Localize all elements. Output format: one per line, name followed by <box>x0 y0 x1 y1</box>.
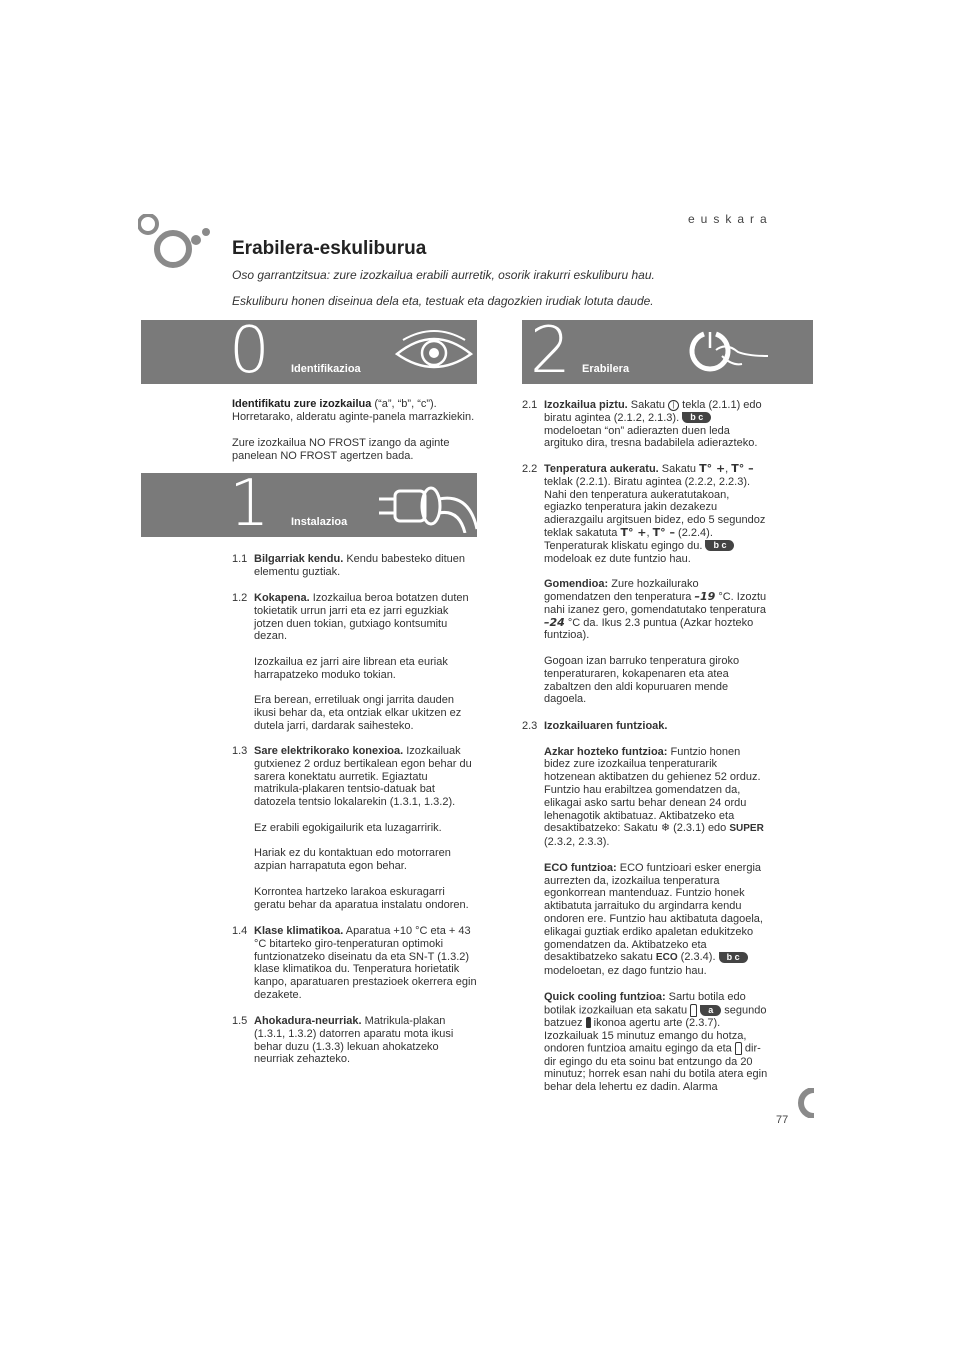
section-heading: Izozkailua piztu. <box>544 399 628 411</box>
recommendation-heading: Gomendioa: <box>544 578 609 591</box>
section-num: 2.1 <box>522 399 538 411</box>
section-num: 2.2 <box>522 463 538 475</box>
power-knob-hand-icon <box>682 326 774 380</box>
section-band-installation <box>141 467 477 541</box>
fast-freeze-heading: Azkar hozteko funtzioa: <box>544 745 668 758</box>
section-num: 1.5 <box>232 1015 248 1027</box>
section-text: °C. Izoztu nahi izanez gero, gomendatutako tenperatura <box>544 590 767 616</box>
identification-heading: Identifikatu zure izozkailua <box>232 398 372 410</box>
section-text: Sartu botila edo botilak izozkailuan eta sakatu <box>544 990 746 1016</box>
section-band-identification <box>141 314 477 388</box>
nofrost-note: Zure izozkailua NO FROST izango da aginte panelean NO FROST agertzen bada. <box>232 437 450 462</box>
temp-minus-key: T° – <box>652 525 675 539</box>
bottle-icon <box>586 1017 591 1028</box>
model-badge-bc: b c <box>705 540 734 551</box>
section-band-usage <box>522 314 813 388</box>
section-text: (2.2.4). Tenperaturak kliskatu egingo du. <box>544 526 713 552</box>
section-text: Sakatu <box>661 463 697 475</box>
section-text: (2.3.1) edo <box>673 822 727 835</box>
temp-plus-key: T° + <box>620 525 647 539</box>
section-number: 1 <box>229 467 270 541</box>
power-button-icon: | <box>668 400 679 411</box>
section-heading: Klase klimatikoa. <box>254 925 344 937</box>
section-label: Instalazioa <box>291 516 348 528</box>
section-text: modeloetan, ez dago funtzio hau. <box>544 965 707 978</box>
section-paragraph: Ez erabili egokigailurik eta luzagarririk. <box>254 821 442 834</box>
section-text: Aparatua +10 °C eta + 43 °C bitarteko giro-tenperaturan optimoki funtzionatzeko diseinatu da eta SN-T (1.3.2) klase klimatikoa du. Tenperatura horietatik kanpo, aparatuaren prestazioek okerrera egin dezakete. <box>254 925 477 1001</box>
section-paragraph: Hariak ez du kontaktuan edo motorraren azpian harrapatuta egon behar. <box>254 847 451 873</box>
section-heading: Izozkailuaren funtzioak. <box>544 720 668 732</box>
page-title: Erabilera-eskuliburua <box>232 238 427 259</box>
brand-logo-icon <box>138 214 216 270</box>
display-value-24: –24 <box>544 615 565 629</box>
section-text: Kendu babesteko dituen elementu guztiak. <box>254 553 465 578</box>
section-text: (2.3.2, 2.3.3). <box>544 836 610 849</box>
section-text: ECO funtzioari esker energia aurrezten da, izozkailua tenperatura egonkorrean mantenduaz. Funtzio honek aktibatuta jarraituko du argindarra kendu ondoren ere. Funtzio hau aktibatuta dagoela, elikagai guztiak erdiko apaletan edukitzeko gomendatzen da. Aktibatzeko eta desaktibatzeko sakatu <box>544 861 763 964</box>
section-text: Sakatu <box>630 399 666 411</box>
section-number: 2 <box>530 314 571 388</box>
section-num: 1.1 <box>232 553 248 565</box>
power-plug-icon <box>373 479 477 533</box>
section-heading: Kokapena. <box>254 592 310 604</box>
super-key-label: SUPER <box>729 823 764 835</box>
section-text: tekla (2.1.1) edo biratu agintea (2.1.2, 2.1.3). <box>544 399 762 424</box>
section-heading: Sare elektrikorako konexioa. <box>254 745 404 757</box>
language-label: euskara <box>688 212 773 226</box>
model-badge-bc: b c <box>682 412 711 423</box>
section-heading: Tenperatura aukeratu. <box>544 463 659 475</box>
section-label: Erabilera <box>582 363 630 375</box>
section-heading: Ahokadura-neurriak. <box>254 1015 362 1027</box>
section-paragraph: Korrontea hartzeko larakoa eskuragarri geratu behar da aparatua instalatu ondoren. <box>254 885 469 911</box>
page-marker-icon <box>790 1088 814 1118</box>
snowflake-icon: ❄ <box>660 821 671 835</box>
eco-key-label: ECO <box>655 952 678 964</box>
section-text: Izozkailua beroa botatzen duten tokietatik urrun jarri eta ez jarri eguzkiak jotzen duen tokian, gutxiago kontsumitu dezan. <box>254 592 469 643</box>
model-badge-a: a <box>700 1005 721 1016</box>
identification-paragraph <box>232 398 477 424</box>
section-text: ikonoa agertu arte (2.3.7). Izozkailuak 15 minutuz emango du hotza, ondoren funtzioa amaitu egingo da eta <box>544 1016 747 1055</box>
section-heading: Bilgarriak kendu. <box>254 553 344 565</box>
display-value-19: –19 <box>694 589 716 603</box>
bottle-icon <box>690 1004 697 1017</box>
section-text: Zure hozkailurako gomendatzen den tenperatura <box>544 578 699 603</box>
section-text: (2.3.4). <box>680 951 716 964</box>
section-text: teklak (2.2.1). Biratu agintea (2.2.2, 2.2.3). Nahi den tenperatura aukeratutakoan, egiazko tenperatura jakin dezakezu adierazgailu argitsuen bidez, edo 5 segundoz teklak sakatuta <box>544 475 766 539</box>
section-paragraph: Era berean, erretiluak ongi jarrita dauden ikusi behar da, eta ontziak elkar ukitzen ez dutela jarri, dardarak saihesteko. <box>254 694 462 732</box>
section-text: °C da. Ikus 2.3 puntua (Azkar hozteko funtzioa). <box>544 616 754 642</box>
bottle-icon <box>735 1042 742 1055</box>
temp-minus-key: T° – <box>731 462 754 475</box>
section-label: Identifikazioa <box>291 363 361 375</box>
section-text: dir-dir egingo du eta soinu bat entzungo da 20 minutuz; horrek esan nahi du botila atera egin behar dela lehertu ez dadin. Alarma <box>544 1042 768 1094</box>
section-text: modeloak ez dute funtzio hau. <box>544 552 691 565</box>
section-paragraph: Izozkailua ez jarri aire librean eta euriak harrapatzeko moduko tokian. <box>254 655 448 681</box>
section-text: segundo batzuez <box>544 1003 767 1029</box>
eco-heading: ECO funtzioa: <box>544 861 617 874</box>
model-badge-bc: b c <box>719 952 748 963</box>
quick-cooling-heading: Quick cooling funtzioa: <box>544 990 666 1003</box>
section-number: 0 <box>229 314 270 388</box>
section-num: 2.3 <box>522 720 538 732</box>
page-number: 77 <box>776 1114 789 1126</box>
temp-plus-key: T° + <box>699 462 726 475</box>
intro-layout-note: Eskuliburu honen diseinua dela eta, testuak eta dagozkien irudiak lotuta daude. <box>232 294 654 308</box>
section-text: Funtzio honen bidez zure izozkailua tenperaturarik hotzenean aktibatzen du gehienez 52 orduz. Funtzio hau erabiltzea gomendatzen da, elikagai asko sartu behar denean 24 ordu lehenagotik aktibatuaz. Aktibatzeko eta desaktibatzeko: Sakatu <box>544 745 761 835</box>
section-num: 1.4 <box>232 925 248 937</box>
section-paragraph: Gogoan izan barruko tenperatura giroko tenperaturaren, kokapenaren eta atea zabaltzen den aldi kopuruaren mende dagoela. <box>544 654 740 706</box>
eye-icon <box>393 328 475 378</box>
intro-important: Oso garrantzitsua: zure izozkailua erabili aurretik, osorik irakurri eskuliburu hau. <box>232 268 655 282</box>
section-text: Izozkailuak gutxienez 2 orduz bertikalean egon behar du sarera konektatu aurretik. Egiaztatu matrikula-plakaren tentsio-datuak bat datozela tentsio lokalarekin (1.3.1, 1.3.2). <box>254 745 472 809</box>
section-num: 1.3 <box>232 745 248 757</box>
identification-text: (“a”, “b”, “c”). Horretarako, alderatu aginte-panela marrazkiekin. <box>232 398 475 423</box>
section-num: 1.2 <box>232 592 248 604</box>
section-text: modeloetan “on” adierazten duen leda argituko dira, tresna badabilela adierazteko. <box>544 424 758 450</box>
section-text: Matrikula-plakan (1.3.1, 1.3.2) datorren aparatu mota ikusi behar duzu (1.3.3) lekuan ahokatzeko neurriak zehazteko. <box>254 1015 454 1066</box>
